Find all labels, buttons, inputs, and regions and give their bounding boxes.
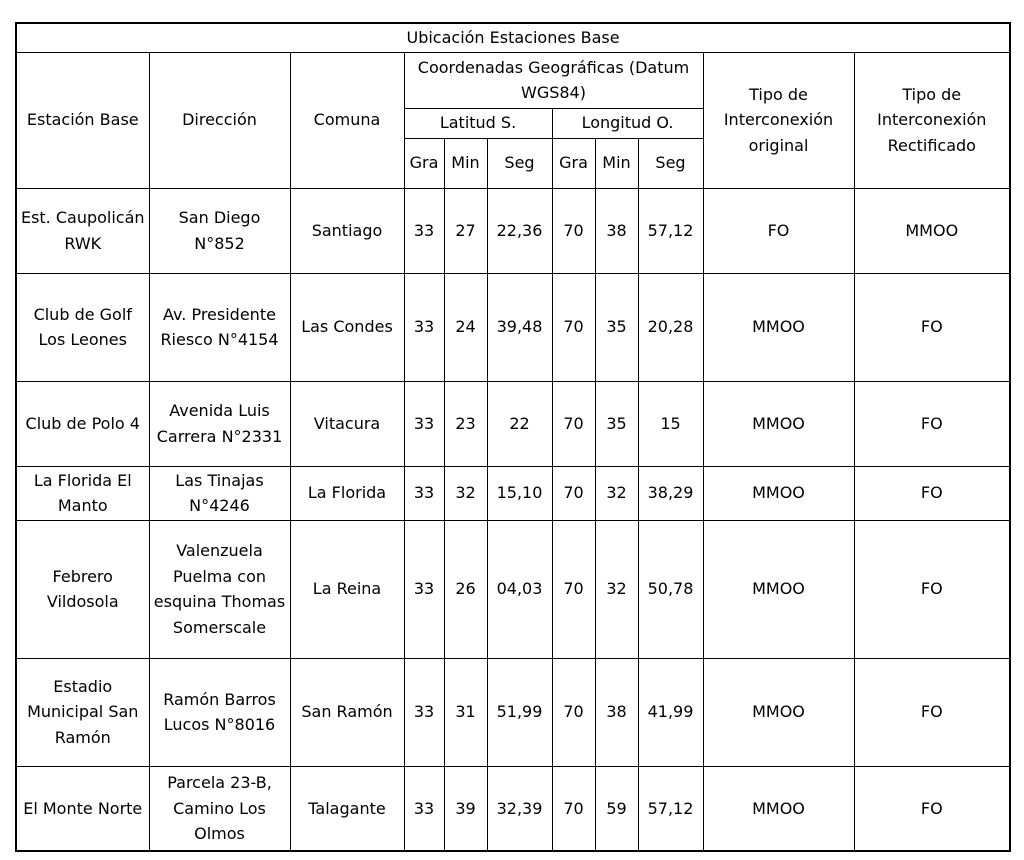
column-header-tipo-original: Tipo de Interconexión original xyxy=(703,52,854,188)
cell-direccion: San Diego N°852 xyxy=(149,188,290,273)
column-header-comuna: Comuna xyxy=(290,52,404,188)
cell-direccion: Avenida Luis Carrera N°2331 xyxy=(149,381,290,466)
table-row xyxy=(16,273,1010,381)
cell-lon-gra: 70 xyxy=(552,766,595,851)
cell-comuna: San Ramón xyxy=(290,658,404,766)
column-header-tipo-rectificado: Tipo de Interconexión Rectificado xyxy=(854,52,1010,188)
cell-lon-seg: 41,99 xyxy=(638,658,703,766)
cell-comuna: Las Condes xyxy=(290,273,404,381)
cell-lat-gra: 33 xyxy=(404,658,444,766)
column-header-coordenadas: Coordenadas Geográficas (Datum WGS84) xyxy=(404,52,703,108)
column-header-lat-gra: Gra xyxy=(404,138,444,188)
column-header-latitud: Latitud S. xyxy=(404,108,552,138)
cell-tipo-original: FO xyxy=(703,188,854,273)
cell-lat-min: 24 xyxy=(444,273,487,381)
cell-lat-seg: 15,10 xyxy=(487,466,552,520)
cell-comuna: Santiago xyxy=(290,188,404,273)
column-header-lon-gra: Gra xyxy=(552,138,595,188)
cell-tipo-original: MMOO xyxy=(703,766,854,851)
cell-tipo-original: MMOO xyxy=(703,520,854,658)
cell-lat-min: 39 xyxy=(444,766,487,851)
cell-tipo-rectificado: FO xyxy=(854,273,1010,381)
cell-direccion: Ramón Barros Lucos N°8016 xyxy=(149,658,290,766)
column-header-lon-min: Min xyxy=(595,138,638,188)
cell-lon-gra: 70 xyxy=(552,466,595,520)
base-stations-table xyxy=(15,22,1011,852)
cell-lon-seg: 20,28 xyxy=(638,273,703,381)
cell-tipo-rectificado: MMOO xyxy=(854,188,1010,273)
cell-estacion-base: Febrero Vildosola xyxy=(16,520,149,658)
cell-estacion-base: El Monte Norte xyxy=(16,766,149,851)
cell-lat-seg: 22,36 xyxy=(487,188,552,273)
cell-estacion-base: Est. Caupolicán RWK xyxy=(16,188,149,273)
cell-lat-min: 23 xyxy=(444,381,487,466)
cell-estacion-base: Club de Golf Los Leones xyxy=(16,273,149,381)
cell-lon-min: 35 xyxy=(595,273,638,381)
cell-lat-gra: 33 xyxy=(404,381,444,466)
cell-tipo-rectificado: FO xyxy=(854,381,1010,466)
cell-lat-seg: 22 xyxy=(487,381,552,466)
cell-tipo-rectificado: FO xyxy=(854,766,1010,851)
cell-comuna: La Reina xyxy=(290,520,404,658)
cell-lat-min: 31 xyxy=(444,658,487,766)
cell-lon-min: 35 xyxy=(595,381,638,466)
table-row xyxy=(16,188,1010,273)
cell-tipo-rectificado: FO xyxy=(854,466,1010,520)
cell-lon-min: 32 xyxy=(595,520,638,658)
cell-lon-gra: 70 xyxy=(552,658,595,766)
table-title: Ubicación Estaciones Base xyxy=(16,23,1010,52)
cell-lon-min: 59 xyxy=(595,766,638,851)
cell-lat-gra: 33 xyxy=(404,520,444,658)
cell-estacion-base: Estadio Municipal San Ramón xyxy=(16,658,149,766)
cell-direccion: Valenzuela Puelma con esquina Thomas Somerscale xyxy=(149,520,290,658)
column-header-lat-min: Min xyxy=(444,138,487,188)
cell-estacion-base: La Florida El Manto xyxy=(16,466,149,520)
cell-tipo-original: MMOO xyxy=(703,658,854,766)
table-row xyxy=(16,520,1010,658)
cell-comuna: Talagante xyxy=(290,766,404,851)
cell-lat-seg: 51,99 xyxy=(487,658,552,766)
cell-direccion: Parcela 23-B, Camino Los Olmos xyxy=(149,766,290,851)
cell-tipo-original: MMOO xyxy=(703,381,854,466)
cell-lon-seg: 15 xyxy=(638,381,703,466)
column-header-estacion-base: Estación Base xyxy=(16,52,149,188)
cell-lon-min: 38 xyxy=(595,188,638,273)
cell-lon-seg: 57,12 xyxy=(638,766,703,851)
cell-lat-gra: 33 xyxy=(404,188,444,273)
cell-lat-gra: 33 xyxy=(404,466,444,520)
cell-lon-seg: 50,78 xyxy=(638,520,703,658)
cell-lon-seg: 57,12 xyxy=(638,188,703,273)
table-row xyxy=(16,766,1010,851)
column-header-lat-seg: Seg xyxy=(487,138,552,188)
cell-lon-min: 32 xyxy=(595,466,638,520)
cell-lon-gra: 70 xyxy=(552,520,595,658)
cell-direccion: Av. Presidente Riesco N°4154 xyxy=(149,273,290,381)
cell-direccion: Las Tinajas N°4246 xyxy=(149,466,290,520)
cell-lat-min: 26 xyxy=(444,520,487,658)
cell-comuna: La Florida xyxy=(290,466,404,520)
cell-comuna: Vitacura xyxy=(290,381,404,466)
cell-lat-seg: 39,48 xyxy=(487,273,552,381)
table-row xyxy=(16,466,1010,520)
cell-lon-gra: 70 xyxy=(552,188,595,273)
cell-lon-min: 38 xyxy=(595,658,638,766)
cell-tipo-rectificado: FO xyxy=(854,658,1010,766)
column-header-lon-seg: Seg xyxy=(638,138,703,188)
column-header-longitud: Longitud O. xyxy=(552,108,703,138)
table-row xyxy=(16,381,1010,466)
cell-lon-gra: 70 xyxy=(552,273,595,381)
cell-estacion-base: Club de Polo 4 xyxy=(16,381,149,466)
column-header-direccion: Dirección xyxy=(149,52,290,188)
cell-lat-seg: 32,39 xyxy=(487,766,552,851)
cell-lat-min: 27 xyxy=(444,188,487,273)
cell-tipo-original: MMOO xyxy=(703,466,854,520)
cell-tipo-rectificado: FO xyxy=(854,520,1010,658)
cell-lat-gra: 33 xyxy=(404,273,444,381)
table-row xyxy=(16,658,1010,766)
cell-lon-seg: 38,29 xyxy=(638,466,703,520)
cell-lat-seg: 04,03 xyxy=(487,520,552,658)
cell-tipo-original: MMOO xyxy=(703,273,854,381)
cell-lon-gra: 70 xyxy=(552,381,595,466)
cell-lat-min: 32 xyxy=(444,466,487,520)
cell-lat-gra: 33 xyxy=(404,766,444,851)
